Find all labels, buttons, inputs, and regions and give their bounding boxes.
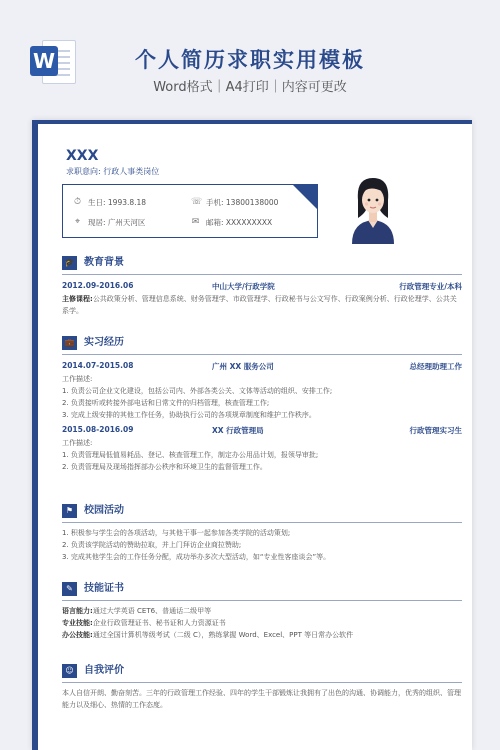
corner-decoration — [292, 184, 318, 210]
job-row: 2015.08-2016.09 XX 行政管理局 行政管理实习生 — [62, 425, 462, 435]
education-section — [62, 256, 462, 317]
job-description: 工作描述: 1. 负责管理局低值易耗品、登记、核查管理工作，制定办公用品计划，报领导审批; 2. 负责管理局及现场指挥部办公秩序和环境卫生的监督管理工作。 — [62, 439, 319, 471]
phone-icon: ☏ — [191, 197, 203, 207]
campus-list: 1. 积极参与学生会的各项活动，与其他干事一起参加各类学院的活动策划; 2. 负责该学院活动的赞助拉取，并上门拜访企业商拉赞助; 3. 完成其他学生会的工作任务分配，成功举办多次大型活动，如“专业性客座谈会”等。 — [62, 529, 331, 561]
word-icon: W — [30, 38, 76, 86]
clock-icon: ⏱ — [73, 197, 82, 207]
section-title: 校园活动 — [84, 505, 124, 516]
campus-section — [62, 504, 462, 563]
avatar — [338, 170, 408, 244]
courses-text: 主修课程:公共政策分析、管理信息系统、财务管理学、市政管理学、行政秘书与公文写作、行政案例分析、行政伦理学、公共关系学。 — [62, 295, 457, 315]
job-intent: 求职意向: 行政人事类岗位 — [66, 167, 160, 176]
section-title: 实习经历 — [84, 337, 124, 348]
self-evaluation-section — [62, 664, 462, 711]
phone-info: ☏ 手机: 13800138000 — [191, 197, 279, 207]
job-description: 工作描述: 1. 负责公司企业文化建设，包括公司内、外部各类公关、文体等活动的组织、安排工作; 2. 负责接听或转接外部电话和日常文件的归档管理，核查管理工作; 3. 完成上级安排的其他工作任务，协助执行公司的各项规章制度和维护工作秩序。 — [62, 375, 333, 419]
skills-list: 语言能力:通过大学英语 CET6、普通话二级甲等 专业技能:企业行政管理证书、秘书证和人力资源证书 办公技能:通过全国计算机等级考试（二级 C），熟练掌握 Word、Excel、PPT 等日常办公软件 — [62, 607, 354, 639]
internship-section — [62, 336, 462, 473]
flag-icon: ⚑ — [62, 504, 77, 518]
section-title: 技能证书 — [84, 583, 124, 594]
page-title: 个人简历求职实用模板 — [135, 48, 365, 72]
certificate-icon: ✎ — [62, 582, 77, 596]
email-info: ✉ 邮箱: XXXXXXXXX — [191, 217, 273, 227]
page-subtitle: Word格式｜A4打印｜内容可更改 — [153, 80, 347, 95]
self-evaluation-text: 本人自信开朗、勤奋刻苦。三年的行政管理工作经验、四年的学生干部锻炼让我拥有了出色的沟通、协调能力，优秀的组织、管理能力以及细心、热情的工作态度。 — [62, 689, 461, 709]
residence-info: ⌖ 现居: 广州天河区 — [74, 217, 146, 227]
contact-box — [62, 184, 318, 238]
graduation-cap-icon: 🎓 — [62, 256, 77, 270]
location-icon: ⌖ — [74, 217, 81, 227]
person-icon: ☺ — [62, 664, 77, 678]
section-title: 教育背景 — [84, 257, 124, 268]
education-row: 2012.09-2016.06 中山大学/行政学院 行政管理专业/本科 — [62, 281, 462, 291]
job-row: 2014.07-2015.08 广州 XX 服务公司 总经理助理工作 — [62, 361, 462, 371]
candidate-name: XXX — [66, 148, 99, 164]
top-rule — [32, 120, 472, 124]
resume-sheet — [32, 120, 472, 750]
page-banner — [0, 0, 500, 118]
birth-info: ⏱ 生日: 1993.8.18 — [73, 197, 147, 207]
briefcase-icon: 💼 — [62, 336, 77, 350]
mail-icon: ✉ — [191, 217, 200, 227]
skills-section — [62, 582, 462, 641]
section-title: 自我评价 — [84, 665, 124, 676]
left-accent-bar — [32, 120, 38, 750]
